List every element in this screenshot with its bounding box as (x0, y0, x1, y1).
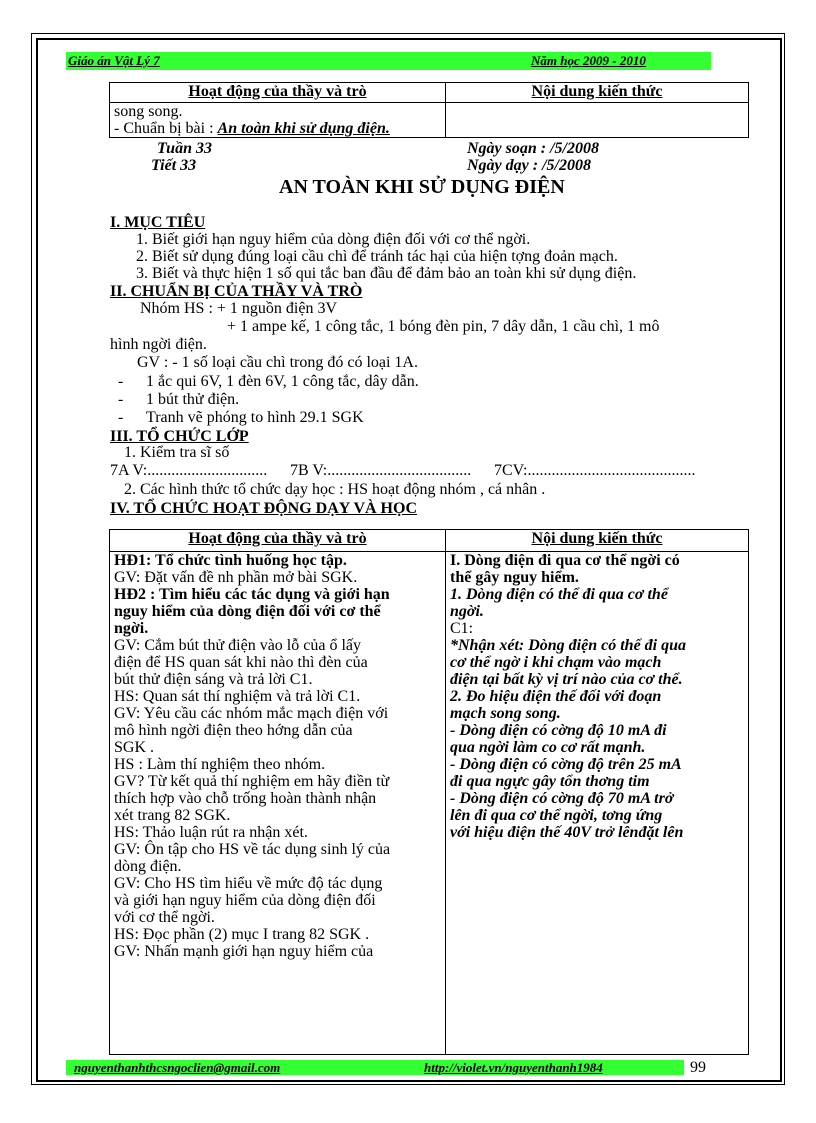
section-4-heading: IV. TỔ CHỨC HOẠT ĐỘNG DẠY VÀ HỌC (110, 500, 417, 517)
right-line: lên đi qua cơ thể ngời, tơng ứng (450, 807, 663, 824)
s2-line-6: 1 bút thử điện. (146, 391, 240, 408)
s2-line-7: Tranh vẽ phóng to hình 29.1 SGK (146, 409, 364, 426)
top-table-line2 (114, 120, 441, 137)
right-line: 1. Dòng điện có thể đi qua cơ thể (450, 586, 668, 603)
left-line: GV: Đặt vấn đề nh phần mở bài SGK. (114, 569, 358, 586)
right-line: I. Dòng điện đi qua cơ thể ngời có (450, 552, 680, 569)
left-line: điện để HS quan sát khi nào thì đèn của (114, 654, 368, 671)
section-2-heading: II. CHUẨN BỊ CỦA THẦY VÀ TRÒ (110, 283, 363, 300)
activity-table (109, 529, 749, 1055)
ngay-soan: Ngày soạn : /5/2008 (467, 140, 599, 157)
top-table-line2-italic: An toàn khi sử dụng điện. (217, 120, 390, 137)
top-table-line2-prefix: - Chuẩn bị bài : (114, 120, 218, 137)
left-line: GV: Cho HS tìm hiểu về mức độ tác dụng (114, 875, 383, 892)
s2-line-2: + 1 ampe kế, 1 công tắc, 1 bóng đèn pin, 7 dây dẫn, 1 cầu chì, 1 mô (227, 318, 660, 335)
activity-left-column (110, 552, 446, 1055)
s1-item-1: 1. Biết giới hạn nguy hiểm của dòng điện đối với cơ thể ngời. (136, 231, 531, 248)
activity-right-column (446, 552, 749, 1055)
s2-line-5: 1 ắc qui 6V, 1 đèn 6V, 1 công tắc, dây dẫn. (146, 373, 419, 390)
left-line: GV: Cắm bút thử điện vào lỗ của ổ lấy (114, 637, 361, 654)
left-line: nguy hiểm của dòng điện đối với cơ thể (114, 603, 381, 620)
ngay-day: Ngày dạy : /5/2008 (467, 157, 591, 174)
page-title: AN TOÀN KHI SỬ DỤNG ĐIỆN (279, 176, 565, 198)
right-line: điện tại bất kỳ vị trí nào của cơ thể. (450, 671, 683, 688)
footer-email[interactable]: nguyenthanhthcsngoclien@gmail.com (74, 1060, 281, 1075)
s3-line-1: 1. Kiểm tra sĩ số (124, 444, 230, 461)
left-line: và giới hạn nguy hiểm của dòng điện đối (114, 892, 376, 909)
header-right: Năm học 2009 - 2010 (531, 53, 646, 68)
right-line: thể gây nguy hiểm. (450, 569, 579, 586)
tuan-label: Tuần 33 (157, 140, 212, 157)
right-line: - Dòng điện có cờng độ 70 mA trở (450, 790, 674, 807)
header-bar (66, 52, 711, 70)
header-left: Giáo án Vật Lý 7 (68, 53, 160, 68)
top-table-col2: Nội dung kiến thức (446, 83, 749, 103)
right-line: C1: (450, 620, 474, 637)
right-line: - Dòng điện có cờng độ trên 25 mA (450, 756, 682, 773)
left-line: HĐ2 : Tìm hiểu các tác dụng và giới hạn (114, 586, 390, 603)
s3-line-2: 2. Các hình thức tổ chức dạy học : HS hoạt động nhóm , cá nhân . (124, 481, 546, 498)
s2-line-3: hình ngời điện. (110, 336, 207, 353)
right-line: 2. Đo hiệu điện thế đối với đoạn (450, 688, 662, 705)
left-line: dòng điện. (114, 858, 182, 875)
left-line: GV: Yêu cầu các nhóm mắc mạch điện với (114, 705, 389, 722)
s2-dash-7: - (118, 409, 124, 426)
s1-item-2: 2. Biết sử dụng đúng loại cầu chì để tránh tác hại của hiện tợng đoản mạch. (136, 248, 618, 265)
right-line: đi qua ngực gây tổn thơng tim (450, 773, 650, 790)
left-line: GV? Từ kết quả thí nghiệm em hãy điền từ (114, 773, 390, 790)
top-table-cell (110, 103, 446, 138)
left-line: GV: Nhấn mạnh giới hạn nguy hiểm của (114, 943, 374, 960)
top-table-cell-right (446, 103, 749, 138)
footer-link[interactable]: http://violet.vn/nguyenthanh1984 (424, 1060, 603, 1075)
left-line: bút thử điện sáng và trả lời C1. (114, 671, 313, 688)
left-line: HS: Thảo luận rút ra nhận xét. (114, 824, 308, 841)
top-table-line1: song song. (114, 103, 183, 120)
top-table-col1: Hoạt động của thầy và trò (110, 83, 446, 103)
page-number: 99 (690, 1059, 706, 1076)
left-line: HS: Quan sát thí nghiệm và trả lời C1. (114, 688, 361, 705)
footer-bar (66, 1060, 684, 1075)
s2-line-4: GV : - 1 số loại cầu chì trong đó có loại 1A. (137, 354, 418, 371)
left-line: HS : Làm thí nghiệm theo nhóm. (114, 756, 326, 773)
left-line: SGK . (114, 739, 155, 756)
s2-dash-6: - (118, 391, 124, 408)
section-1-heading: I. MỤC TIÊU (110, 214, 206, 231)
left-line: xét trang 82 SGK. (114, 807, 231, 824)
s1-item-3: 3. Biết và thực hiện 1 số qui tắc ban đầu để đảm bảo an toàn khi sử dụng điện. (136, 265, 637, 282)
s2-line-1: Nhóm HS : + 1 nguồn điện 3V (140, 300, 338, 317)
left-line: ngời. (114, 620, 149, 637)
section-3-heading: III. TỔ CHỨC LỚP (110, 428, 249, 445)
right-line: *Nhận xét: Dòng điện có thể đi qua (450, 637, 687, 654)
s2-dash-5: - (118, 373, 124, 390)
right-line: với hiệu điện thế 40V trở lênđặt lên (450, 824, 684, 841)
right-line: mạch song song. (450, 705, 561, 722)
activity-table-col1: Hoạt động của thầy và trò (110, 530, 446, 552)
right-line: ngời. (450, 603, 484, 620)
activity-table-col2: Nội dung kiến thức (446, 530, 749, 552)
s3-class-7c: 7CV:.......................................... (494, 462, 696, 479)
right-line: qua ngời làm co cơ rất mạnh. (450, 739, 646, 756)
left-line: mô hình ngời điện theo hớng dẫn của (114, 722, 353, 739)
tiet-label: Tiết 33 (151, 157, 197, 174)
left-line: HĐ1: Tổ chức tình huống học tập. (114, 552, 347, 569)
right-line: - Dòng điện có cờng độ 10 mA đi (450, 722, 667, 739)
left-line: thích hợp vào chỗ trống hoàn thành nhận (114, 790, 377, 807)
top-table (109, 82, 749, 138)
right-line: cơ thể ngờ i khi chạm vào mạch (450, 654, 662, 671)
s3-class-7b: 7B V:.................................... (290, 462, 472, 479)
left-line: GV: Ôn tập cho HS về tác dụng sinh lý của (114, 841, 391, 858)
s3-class-7a: 7A V:.............................. (110, 462, 268, 479)
left-line: với cơ thể ngời. (114, 909, 215, 926)
left-line: HS: Đọc phần (2) mục I trang 82 SGK . (114, 926, 370, 943)
